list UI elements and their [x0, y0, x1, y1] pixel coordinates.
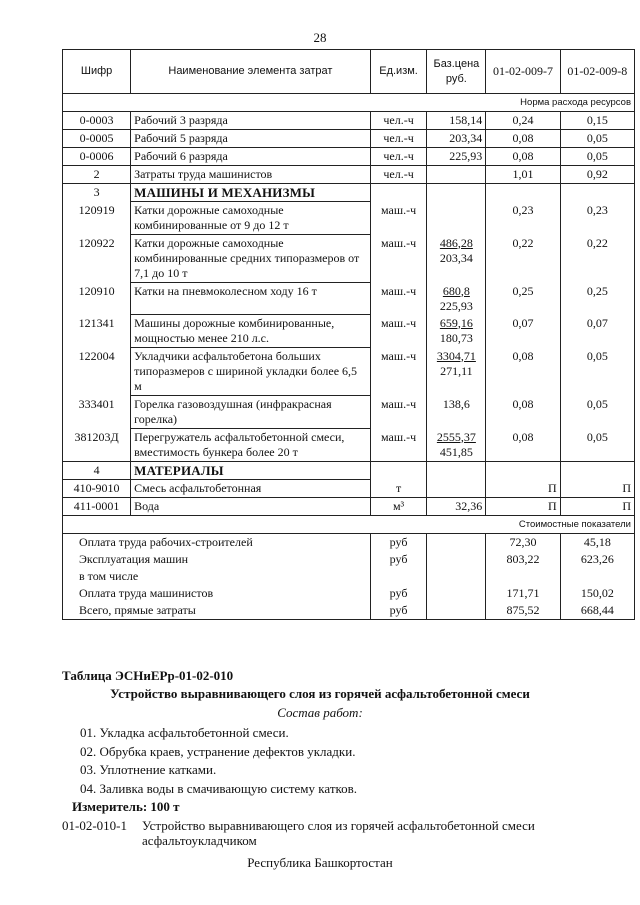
section-name: МАТЕРИАЛЫ	[131, 462, 371, 480]
value-cell: 0,25	[486, 283, 560, 315]
table-row	[63, 112, 635, 130]
works-title: Состав работ:	[277, 705, 363, 720]
unit-cell: маш.-ч	[370, 396, 427, 429]
item-text-1: Устройство выравнивающего слоя из горячей асфальтобетонной смеси	[142, 818, 535, 833]
table-row	[63, 429, 635, 462]
code-cell: 120910	[63, 283, 131, 315]
name-cell: Укладчики асфальтобетона больших типоразмеров с шириной укладки более 6,5 м	[131, 348, 371, 396]
total-name: Оплата труда машинистов	[63, 585, 371, 602]
header-row	[63, 50, 635, 94]
value-cell: 0,05	[560, 130, 634, 148]
section-heading: Устройство выравнивающего слоя из горячей асфальтобетонной смеси	[110, 686, 530, 701]
section-row	[63, 166, 635, 184]
value-cell: 0,05	[560, 396, 634, 429]
section-row	[63, 184, 635, 202]
value-cell: 803,22	[486, 551, 560, 568]
norm-label: Норма расхода ресурсов	[63, 94, 635, 112]
value-cell: 72,30	[486, 534, 560, 552]
cost-label: Стоимостные показатели	[63, 516, 635, 534]
value-cell: 668,44	[560, 602, 634, 620]
value-cell: 0,22	[560, 235, 634, 283]
unit-cell: маш.-ч	[370, 429, 427, 462]
price-cell	[427, 551, 486, 568]
code-cell: 0-0005	[63, 130, 131, 148]
value-cell	[486, 568, 560, 585]
table-title: Таблица ЭСНиЕРр-01-02-010	[62, 668, 234, 683]
code-cell: 120919	[63, 202, 131, 235]
value-cell: 0,07	[560, 315, 634, 348]
value-cell: П	[560, 480, 634, 498]
total-name: Всего, прямые затраты	[63, 602, 371, 620]
price-cell: 32,36	[427, 498, 486, 516]
price-cell	[427, 283, 486, 315]
meter: Измеритель: 100 т	[72, 799, 180, 814]
value-cell: 1,01	[486, 166, 560, 184]
price-cell	[427, 462, 486, 480]
value-cell: 0,08	[486, 429, 560, 462]
value-cell: 171,71	[486, 585, 560, 602]
total-name: в том числе	[63, 568, 371, 585]
code-cell: 381203Д	[63, 429, 131, 462]
price-bottom: 451,85	[439, 444, 473, 459]
header-code: Шифр	[63, 50, 131, 94]
price-top: 138,6	[442, 396, 470, 411]
footer-region: Республика Башкортостан	[247, 855, 393, 870]
code-cell: 0-0006	[63, 148, 131, 166]
work-item-1: 01. Укладка асфальтобетонной смеси.	[80, 725, 289, 740]
unit-cell: чел.-ч	[370, 148, 427, 166]
total-row	[63, 602, 635, 620]
price-bottom: 180,73	[439, 330, 473, 345]
code-cell: 122004	[63, 348, 131, 396]
value-cell: 0,22	[486, 235, 560, 283]
work-item-4: 04. Заливка воды в смачивающую систему катков.	[80, 781, 358, 796]
price-cell: 158,14	[427, 112, 486, 130]
table-row	[63, 130, 635, 148]
section-code: 3	[63, 184, 131, 202]
unit-cell	[370, 568, 427, 585]
unit-cell: маш.-ч	[370, 348, 427, 396]
value-cell: 0,08	[486, 396, 560, 429]
value-cell: 623,26	[560, 551, 634, 568]
price-bottom: 271,11	[440, 363, 473, 378]
price-top: 3304,71	[436, 348, 476, 363]
unit-cell: чел.-ч	[370, 130, 427, 148]
price-bottom: 225,93	[439, 298, 473, 313]
unit-cell: маш.-ч	[370, 202, 427, 235]
unit-cell: чел.-ч	[370, 112, 427, 130]
name-cell: Рабочий 5 разряда	[131, 130, 371, 148]
value-cell: П	[560, 498, 634, 516]
name-cell: Рабочий 6 разряда	[131, 148, 371, 166]
value-cell: 0,08	[486, 148, 560, 166]
price-cell	[427, 396, 486, 429]
price-cell	[427, 235, 486, 283]
value-cell: 0,05	[560, 348, 634, 396]
table-row	[63, 480, 635, 498]
work-item-2: 02. Обрубка краев, устранение дефектов укладки.	[80, 744, 356, 759]
price-cell: 203,34	[427, 130, 486, 148]
price-cell	[427, 202, 486, 235]
name-cell: Горелка газовоздушная (инфракрасная горелка)	[131, 396, 371, 429]
name-cell: Катки дорожные самоходные комбинированные от 9 до 12 т	[131, 202, 371, 235]
value-cell	[486, 184, 560, 202]
unit-cell	[370, 184, 427, 202]
total-row	[63, 534, 635, 552]
value-cell: 0,08	[486, 348, 560, 396]
value-cell	[560, 568, 634, 585]
value-cell: 0,23	[486, 202, 560, 235]
value-cell: 0,25	[560, 283, 634, 315]
header-col1: 01-02-009-7	[486, 50, 560, 94]
price-bottom: 203,34	[439, 250, 473, 265]
unit-cell: руб	[370, 585, 427, 602]
name-cell: Машины дорожные комбинированные, мощностью менее 210 л.с.	[131, 315, 371, 348]
section-code: 2	[63, 166, 131, 184]
unit-cell: маш.-ч	[370, 283, 427, 315]
name-cell: Вода	[131, 498, 371, 516]
price-top: 2555,37	[436, 429, 476, 444]
value-cell: 0,05	[560, 429, 634, 462]
code-cell: 411-0001	[63, 498, 131, 516]
code-cell: 120922	[63, 235, 131, 283]
table-row	[63, 148, 635, 166]
price-cell	[427, 184, 486, 202]
resource-table	[62, 49, 635, 620]
table-row	[63, 498, 635, 516]
unit-cell: руб	[370, 602, 427, 620]
unit-cell: т	[370, 480, 427, 498]
value-cell: 0,08	[486, 130, 560, 148]
price-cell	[427, 534, 486, 552]
name-cell: Смесь асфальтобетонная	[131, 480, 371, 498]
price-top: 680,8	[442, 283, 470, 298]
total-name: Эксплуатация машин	[63, 551, 371, 568]
table-row	[63, 396, 635, 429]
code-cell: 410-9010	[63, 480, 131, 498]
price-top: 486,28	[439, 235, 473, 250]
unit-cell: м³	[370, 498, 427, 516]
item-text-2: асфальтоукладчиком	[142, 833, 257, 848]
header-unit: Ед.изм.	[370, 50, 427, 94]
section-code: 4	[63, 462, 131, 480]
name-cell: Катки дорожные самоходные комбинированные средних типоразмеров от 7,1 до 10 т	[131, 235, 371, 283]
unit-cell: маш.-ч	[370, 235, 427, 283]
value-cell: 0,05	[560, 148, 634, 166]
unit-cell	[370, 462, 427, 480]
section-name: МАШИНЫ И МЕХАНИЗМЫ	[131, 184, 371, 202]
total-name: Оплата труда рабочих-строителей	[63, 534, 371, 552]
value-cell: П	[486, 498, 560, 516]
work-item-3: 03. Уплотнение катками.	[80, 762, 217, 777]
table-row	[63, 202, 635, 235]
section-name: Затраты труда машинистов	[131, 166, 371, 184]
unit-cell: руб	[370, 551, 427, 568]
table-row	[63, 315, 635, 348]
code-cell: 333401	[63, 396, 131, 429]
price-cell	[427, 166, 486, 184]
value-cell: 0,92	[560, 166, 634, 184]
price-top: 659,16	[439, 315, 473, 330]
table-row	[63, 283, 635, 315]
price-cell	[427, 480, 486, 498]
price-cell	[427, 348, 486, 396]
code-cell: 121341	[63, 315, 131, 348]
value-cell	[560, 462, 634, 480]
total-row	[63, 551, 635, 568]
value-cell: 875,52	[486, 602, 560, 620]
value-cell	[560, 184, 634, 202]
unit-cell: маш.-ч	[370, 315, 427, 348]
value-cell: 0,24	[486, 112, 560, 130]
section-row	[63, 462, 635, 480]
price-cell	[427, 568, 486, 585]
value-cell: 0,23	[560, 202, 634, 235]
table-row	[63, 235, 635, 283]
price-cell: 225,93	[427, 148, 486, 166]
price-cell	[427, 585, 486, 602]
value-cell: 0,07	[486, 315, 560, 348]
unit-cell: руб	[370, 534, 427, 552]
value-cell: П	[486, 480, 560, 498]
price-cell	[427, 315, 486, 348]
header-col2: 01-02-009-8	[560, 50, 634, 94]
header-price: Баз.цена руб.	[427, 50, 486, 94]
price-cell	[427, 602, 486, 620]
code-cell: 0-0003	[63, 112, 131, 130]
value-cell: 150,02	[560, 585, 634, 602]
norm-row	[63, 94, 635, 112]
total-row	[63, 585, 635, 602]
total-row	[63, 568, 635, 585]
page-number: 28	[313, 30, 327, 45]
cost-row	[63, 516, 635, 534]
item-code: 01-02-010-1	[62, 818, 127, 833]
value-cell: 0,15	[560, 112, 634, 130]
name-cell: Перегружатель асфальтобетонной смеси, вместимость бункера более 20 т	[131, 429, 371, 462]
unit-cell: чел.-ч	[370, 166, 427, 184]
table-row	[63, 348, 635, 396]
header-name: Наименование элемента затрат	[131, 50, 371, 94]
price-cell	[427, 429, 486, 462]
value-cell: 45,18	[560, 534, 634, 552]
value-cell	[486, 462, 560, 480]
name-cell: Рабочий 3 разряда	[131, 112, 371, 130]
name-cell: Катки на пневмоколесном ходу 16 т	[131, 283, 371, 315]
